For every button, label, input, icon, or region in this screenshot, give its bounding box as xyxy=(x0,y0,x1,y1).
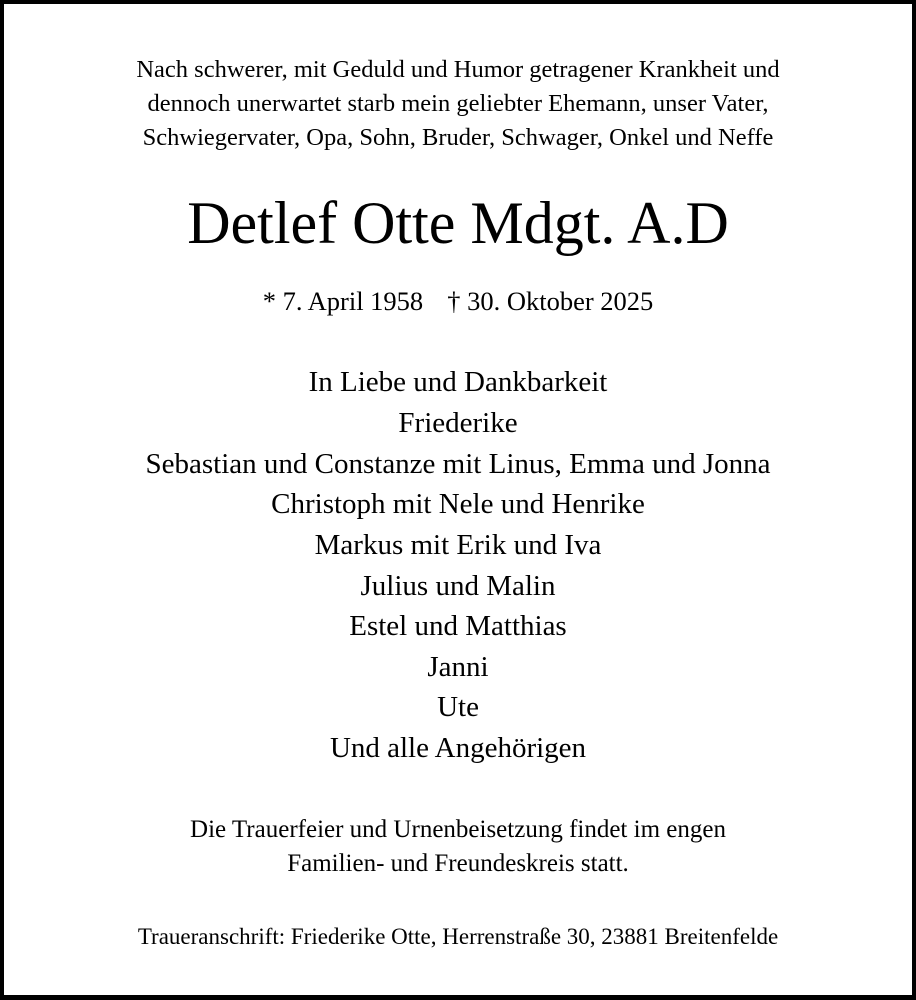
mourners-heading: In Liebe und Dankbarkeit xyxy=(308,366,608,398)
birth-date: * 7. April 1958 xyxy=(262,286,424,316)
mourner-line: Friederike xyxy=(398,407,518,439)
death-date: † 30. Oktober 2025 xyxy=(447,286,654,316)
mourner-line: Julius und Malin xyxy=(360,570,556,602)
mourner-line: Christoph mit Nele und Henrike xyxy=(271,488,645,520)
ceremony-line-1: Die Trauerfeier und Urnenbeisetzung findet im engen xyxy=(190,816,726,843)
mourner-line: Estel und Matthias xyxy=(349,610,567,642)
mourner-line: Ute xyxy=(437,691,479,723)
mourner-line-closing: Und alle Angehörigen xyxy=(329,732,587,764)
intro-line-2: dennoch unerwartet starb mein geliebter Ehemann, unser Vater, xyxy=(147,90,769,117)
mourner-line: Janni xyxy=(427,651,489,683)
deceased-name: Detlef Otte Mdgt. A.D xyxy=(187,190,729,256)
intro-line-3: Schwiegervater, Opa, Sohn, Bruder, Schwager, Onkel und Neffe xyxy=(142,124,774,151)
mourner-line: Markus mit Erik und Iva xyxy=(314,529,602,561)
mourning-address: Traueranschrift: Friederike Otte, Herrenstraße 30, 23881 Breitenfelde xyxy=(137,924,779,949)
mourner-line: Sebastian und Constanze mit Linus, Emma und Jonna xyxy=(145,448,771,480)
intro-line-1: Nach schwerer, mit Geduld und Humor getragener Krankheit und xyxy=(136,56,780,83)
life-dates xyxy=(4,286,912,317)
ceremony-line-2: Familien- und Freundeskreis statt. xyxy=(287,850,629,877)
